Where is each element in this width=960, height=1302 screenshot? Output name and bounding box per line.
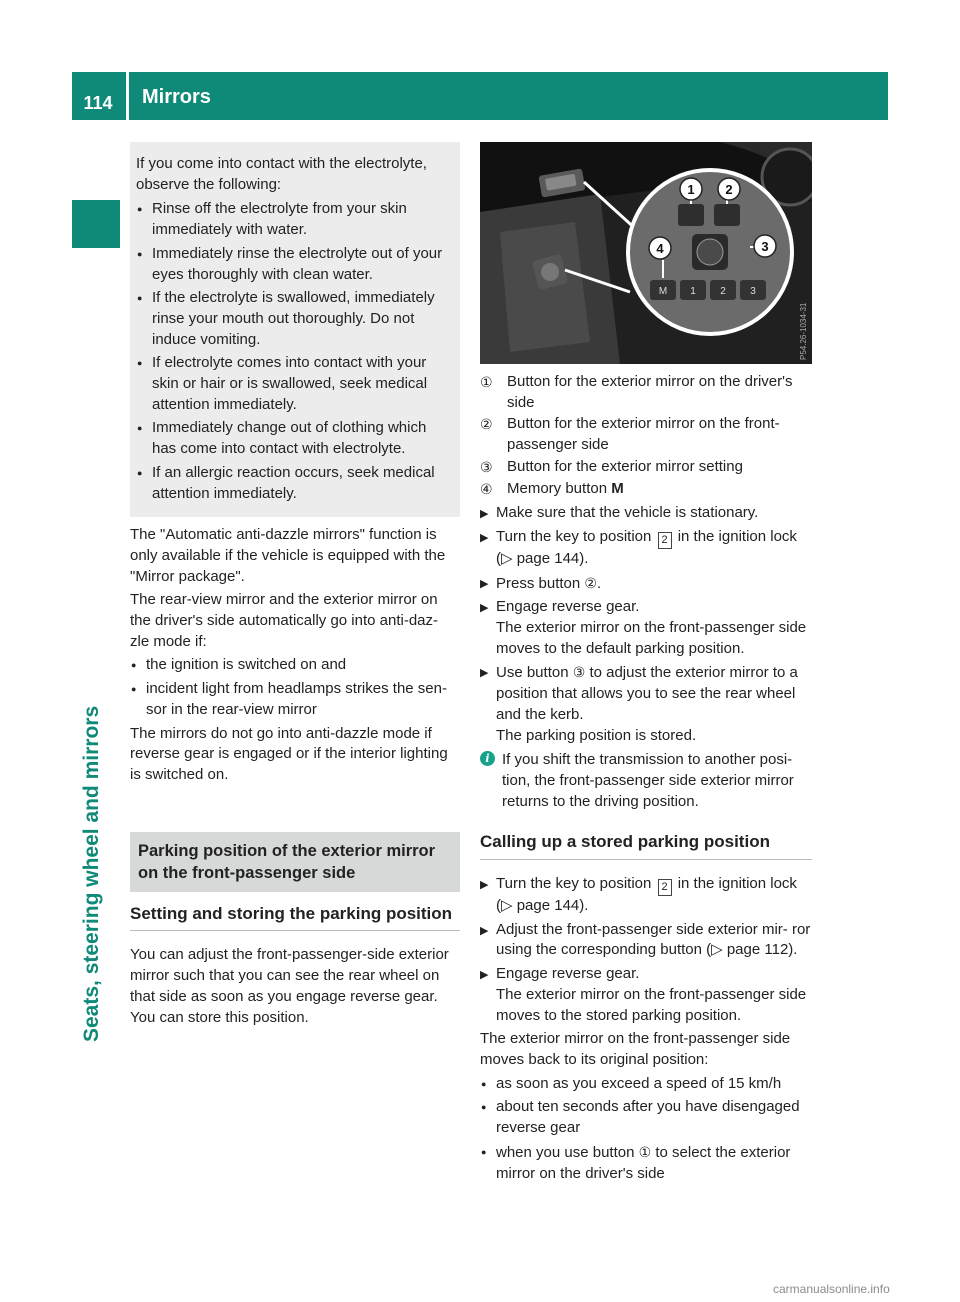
list-item: ▶ Turn the key to position 2 in the ignition lock (▷ page 144). bbox=[480, 874, 812, 917]
list-item: ● If the electrolyte is swallowed, immediately rinse your mouth out thoroughly. Do not induce vomiting. bbox=[136, 288, 452, 350]
list-item: ▶ Use button ③ to adjust the exterior mirror to a position that allows you to see the rear wheel and the kerb. The parking position is stored. bbox=[480, 662, 812, 746]
list-item: ③ Button for the exterior mirror setting bbox=[480, 457, 743, 475]
door-panel-illustration bbox=[480, 142, 812, 364]
page-number: 114 bbox=[83, 93, 113, 113]
right-column bbox=[480, 142, 812, 1187]
callout-list bbox=[480, 372, 812, 499]
key-label-3: 3 bbox=[750, 286, 756, 297]
list-item: ● If an allergic reaction occurs, seek medical attention immediately. bbox=[136, 463, 452, 504]
list-item: ④ Memory button M bbox=[480, 479, 624, 497]
figure-code: P54.26-1034-31 bbox=[799, 302, 808, 360]
warning-box bbox=[130, 142, 460, 517]
key-position-box: 2 bbox=[658, 879, 672, 896]
list-item: ● If electrolyte comes into contact with your skin or hair or is swallowed, seek medical attention immediately. bbox=[136, 353, 452, 415]
condition-list bbox=[130, 655, 460, 720]
marker-2: 2 bbox=[725, 182, 733, 197]
door-panel-figure bbox=[480, 142, 812, 364]
paragraph: The exterior mirror on the front-passenger side moves back to its original position: bbox=[480, 1030, 791, 1068]
list-item: ● Immediately change out of clothing which has come into contact with electrolyte. bbox=[136, 418, 452, 459]
list-item: ● when you use button ① to select the exterior mirror on the driver's side bbox=[480, 1142, 812, 1184]
return-conditions bbox=[480, 1074, 812, 1185]
key-label-m: M bbox=[658, 286, 668, 297]
list-item: ▶ Turn the key to position 2 in the ignition lock (▷ page 144). bbox=[480, 527, 812, 570]
list-item: ● the ignition is switched on and bbox=[130, 655, 460, 676]
list-item: ② Button for the exterior mirror on the front- passenger side bbox=[480, 415, 780, 454]
list-item: ① Button for the exterior mirror on the driver's side bbox=[480, 373, 793, 411]
key-label-2: 2 bbox=[720, 286, 726, 297]
list-item: ● Rinse off the electrolyte from your skin immediately with water. bbox=[136, 199, 452, 240]
paragraph: You can adjust the front-passenger-side exterior mirror such that you can see the rear wheel on that side as soon as you engage reverse gear. You can store this position. bbox=[130, 946, 449, 1026]
warning-intro: If you come into contact with the electrolyte, observe the following: bbox=[136, 155, 427, 193]
page-title: Mirrors bbox=[142, 86, 211, 108]
marker-3: 3 bbox=[761, 239, 769, 254]
list-item: ▶ Engage reverse gear. The exterior mirror on the front-passenger side moves to the stored parking position. bbox=[480, 964, 812, 1026]
list-item: ● incident light from headlamps strikes the sen- sor in the rear-view mirror bbox=[130, 679, 460, 720]
list-item: ● Immediately rinse the electrolyte out of your eyes thoroughly with clean water. bbox=[136, 244, 452, 285]
memory-letter: M bbox=[611, 479, 624, 497]
list-item: ▶ Press button ②. bbox=[480, 573, 812, 595]
key-position-box: 2 bbox=[658, 532, 672, 549]
chapter-tab bbox=[72, 200, 120, 248]
marker-1: 1 bbox=[687, 182, 695, 197]
footer-watermark: carmanualsonline.info bbox=[773, 1282, 890, 1296]
steps-recall bbox=[480, 874, 812, 1026]
header-divider bbox=[126, 72, 129, 120]
list-item: ● as soon as you exceed a speed of 15 km/h bbox=[480, 1074, 812, 1095]
paragraph: The "Automatic anti-dazzle mirrors" function is only available if the vehicle is equipped with the "Mirror package". bbox=[130, 526, 446, 585]
chapter-label: Seats, steering wheel and mirrors bbox=[80, 705, 103, 1042]
info-note: i If you shift the transmission to another posi- tion, the front-passenger side exterior mirror returns to the driving position. bbox=[480, 750, 812, 812]
list-item: ▶ Make sure that the vehicle is stationary. bbox=[480, 503, 812, 524]
section-heading: Parking position of the exterior mirror on the front-passenger side bbox=[130, 832, 460, 892]
list-item: ▶ Engage reverse gear. The exterior mirror on the front-passenger side moves to the default parking position. bbox=[480, 597, 812, 659]
list-item: ● about ten seconds after you have disengaged reverse gear bbox=[480, 1097, 812, 1138]
info-icon: i bbox=[480, 751, 495, 766]
warning-list bbox=[136, 199, 452, 504]
marker-4: 4 bbox=[656, 241, 664, 256]
left-column bbox=[130, 142, 460, 1031]
subsection-heading: Setting and storing the parking position bbox=[130, 904, 460, 932]
list-item: ▶ Adjust the front-passenger side exterior mir- ror using the corresponding button (▷ page 112). bbox=[480, 920, 812, 961]
section-heading: Calling up a stored parking position bbox=[480, 832, 812, 860]
key-label-1: 1 bbox=[690, 286, 696, 297]
steps-store bbox=[480, 503, 812, 746]
paragraph: The rear-view mirror and the exterior mirror on the driver's side automatically go into anti-daz- zle mode if: bbox=[130, 591, 439, 650]
paragraph: The mirrors do not go into anti-dazzle mode if reverse gear is engaged or if the interior lighting is switched on. bbox=[130, 724, 448, 783]
